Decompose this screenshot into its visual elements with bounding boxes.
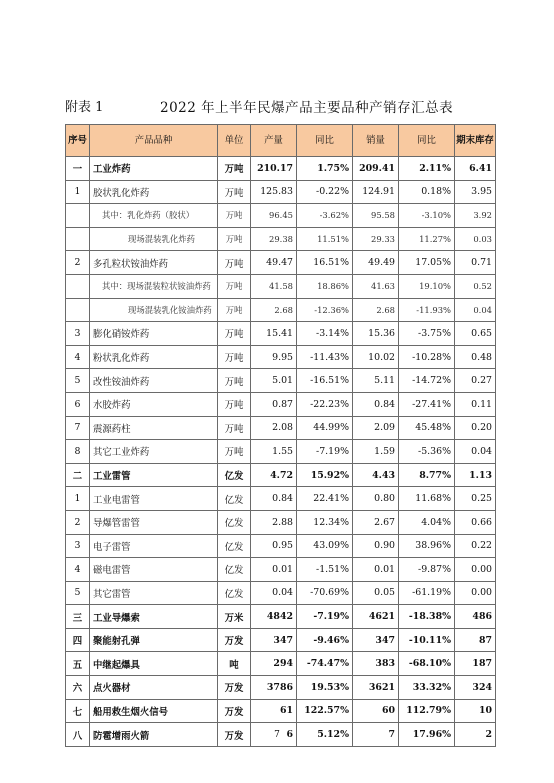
cell-yoy-output: -0.22%	[297, 180, 353, 204]
cell-stock: 3.92	[455, 204, 496, 228]
cell-stock: 0.03	[455, 227, 496, 251]
cell-yoy-sales: 11.68%	[399, 487, 455, 511]
header-output: 产量	[251, 125, 297, 157]
cell-yoy-output: 15.92%	[297, 463, 353, 487]
cell-output: 49.47	[251, 251, 297, 275]
header-yoy-output: 同比	[297, 125, 353, 157]
cell-stock: 0.65	[455, 322, 496, 346]
cell-yoy-sales: -3.10%	[399, 204, 455, 228]
cell-sales: 95.58	[353, 204, 399, 228]
cell-unit: 万吨	[218, 227, 251, 251]
cell-unit: 亿发	[218, 534, 251, 558]
cell-seq: 五	[66, 652, 90, 676]
cell-output: 15.41	[251, 322, 297, 346]
cell-yoy-sales: 17.05%	[399, 251, 455, 275]
cell-product: 聚能射孔弹	[90, 628, 218, 652]
cell-sales: 0.05	[353, 581, 399, 605]
cell-yoy-sales: 4.04%	[399, 510, 455, 534]
cell-sales: 0.01	[353, 558, 399, 582]
cell-unit: 万发	[218, 676, 251, 700]
cell-seq	[66, 204, 90, 228]
cell-product: 船用救生烟火信号	[90, 699, 218, 723]
cell-sales: 0.84	[353, 392, 399, 416]
cell-unit: 万吨	[218, 274, 251, 298]
table-row	[66, 628, 496, 652]
cell-unit: 万发	[218, 699, 251, 723]
cell-yoy-output: -1.51%	[297, 558, 353, 582]
cell-yoy-sales: 0.18%	[399, 180, 455, 204]
cell-output: 2.68	[251, 298, 297, 322]
cell-yoy-output: 16.51%	[297, 251, 353, 275]
cell-stock: 0.04	[455, 298, 496, 322]
cell-output: 96.45	[251, 204, 297, 228]
cell-unit: 万吨	[218, 157, 251, 181]
table-row	[66, 227, 496, 251]
cell-product: 现场混装乳化铵油炸药	[90, 298, 218, 322]
table-row	[66, 605, 496, 629]
cell-yoy-output: -16.51%	[297, 369, 353, 393]
cell-output: 0.87	[251, 392, 297, 416]
cell-product: 膨化硝铵炸药	[90, 322, 218, 346]
cell-yoy-output: 44.99%	[297, 416, 353, 440]
cell-unit: 万吨	[218, 345, 251, 369]
cell-output: 0.01	[251, 558, 297, 582]
table-row	[66, 652, 496, 676]
table-row	[66, 510, 496, 534]
header-row	[66, 125, 496, 157]
appendix-label: 附表 1	[65, 100, 104, 115]
cell-sales: 2.67	[353, 510, 399, 534]
cell-output: 347	[251, 628, 297, 652]
table-row	[66, 463, 496, 487]
cell-seq: 5	[66, 581, 90, 605]
cell-yoy-output: 5.12%	[297, 723, 353, 747]
cell-yoy-output: -9.46%	[297, 628, 353, 652]
table-row	[66, 157, 496, 181]
cell-yoy-sales: 33.32%	[399, 676, 455, 700]
cell-output: 2.88	[251, 510, 297, 534]
cell-product: 水胶炸药	[90, 392, 218, 416]
cell-sales: 7	[353, 723, 399, 747]
summary-table	[65, 124, 496, 747]
table-row	[66, 416, 496, 440]
cell-seq: 3	[66, 534, 90, 558]
cell-output: 125.83	[251, 180, 297, 204]
cell-output: 4842	[251, 605, 297, 629]
cell-sales: 209.41	[353, 157, 399, 181]
header-product: 产品品种	[90, 125, 218, 157]
cell-output: 3786	[251, 676, 297, 700]
cell-stock: 486	[455, 605, 496, 629]
cell-yoy-output: -11.43%	[297, 345, 353, 369]
cell-seq: 8	[66, 440, 90, 464]
cell-yoy-sales: 19.10%	[399, 274, 455, 298]
cell-stock: 3.95	[455, 180, 496, 204]
cell-seq: 八	[66, 723, 90, 747]
cell-stock: 2	[455, 723, 496, 747]
cell-yoy-output: 11.51%	[297, 227, 353, 251]
cell-yoy-sales: -10.11%	[399, 628, 455, 652]
cell-product: 多孔粒状铵油炸药	[90, 251, 218, 275]
cell-product: 磁电雷管	[90, 558, 218, 582]
cell-seq: 二	[66, 463, 90, 487]
cell-unit: 亿发	[218, 487, 251, 511]
table-row	[66, 558, 496, 582]
cell-yoy-sales: 8.77%	[399, 463, 455, 487]
cell-stock: 187	[455, 652, 496, 676]
cell-product: 其它雷管	[90, 581, 218, 605]
cell-yoy-sales: 45.48%	[399, 416, 455, 440]
cell-output: 61	[251, 699, 297, 723]
cell-yoy-sales: -18.38%	[399, 605, 455, 629]
cell-unit: 万吨	[218, 322, 251, 346]
cell-yoy-output: 1.75%	[297, 157, 353, 181]
cell-stock: 0.48	[455, 345, 496, 369]
cell-sales: 5.11	[353, 369, 399, 393]
cell-seq: 2	[66, 510, 90, 534]
table-row	[66, 369, 496, 393]
cell-yoy-sales: 17.96%	[399, 723, 455, 747]
cell-output: 41.58	[251, 274, 297, 298]
cell-seq: 六	[66, 676, 90, 700]
cell-sales: 49.49	[353, 251, 399, 275]
table-row	[66, 298, 496, 322]
table-row	[66, 274, 496, 298]
cell-sales: 41.63	[353, 274, 399, 298]
cell-stock: 6.41	[455, 157, 496, 181]
cell-product: 胶状乳化炸药	[90, 180, 218, 204]
cell-yoy-sales: -27.41%	[399, 392, 455, 416]
cell-seq: 4	[66, 558, 90, 582]
cell-output: 4.72	[251, 463, 297, 487]
cell-yoy-output: 22.41%	[297, 487, 353, 511]
cell-stock: 0.27	[455, 369, 496, 393]
cell-yoy-sales: -5.36%	[399, 440, 455, 464]
cell-sales: 29.33	[353, 227, 399, 251]
cell-product: 中继起爆具	[90, 652, 218, 676]
cell-yoy-output: 12.34%	[297, 510, 353, 534]
header-sales: 销量	[353, 125, 399, 157]
cell-sales: 1.59	[353, 440, 399, 464]
cell-yoy-sales: 2.11%	[399, 157, 455, 181]
table-row	[66, 534, 496, 558]
cell-unit: 亿发	[218, 463, 251, 487]
cell-unit: 万吨	[218, 251, 251, 275]
cell-sales: 4.43	[353, 463, 399, 487]
cell-product: 其它工业炸药	[90, 440, 218, 464]
cell-sales: 4621	[353, 605, 399, 629]
cell-stock: 87	[455, 628, 496, 652]
cell-sales: 3621	[353, 676, 399, 700]
cell-product: 点火器材	[90, 676, 218, 700]
cell-yoy-sales: -9.87%	[399, 558, 455, 582]
cell-seq: 七	[66, 699, 90, 723]
cell-seq: 2	[66, 251, 90, 275]
table-row	[66, 581, 496, 605]
cell-yoy-sales: 11.27%	[399, 227, 455, 251]
table-row	[66, 676, 496, 700]
cell-seq: 6	[66, 392, 90, 416]
cell-yoy-sales: -68.10%	[399, 652, 455, 676]
cell-yoy-sales: -14.72%	[399, 369, 455, 393]
cell-seq: 1	[66, 180, 90, 204]
cell-sales: 60	[353, 699, 399, 723]
cell-output: 294	[251, 652, 297, 676]
cell-sales: 383	[353, 652, 399, 676]
cell-output: 0.95	[251, 534, 297, 558]
cell-unit: 万吨	[218, 392, 251, 416]
cell-yoy-output: -12.36%	[297, 298, 353, 322]
cell-product: 粉状乳化炸药	[90, 345, 218, 369]
cell-seq: 4	[66, 345, 90, 369]
table-row	[66, 204, 496, 228]
header-yoy-sales: 同比	[399, 125, 455, 157]
cell-sales: 0.80	[353, 487, 399, 511]
cell-product: 其中：乳化炸药（胶状）	[90, 204, 218, 228]
cell-stock: 0.04	[455, 440, 496, 464]
cell-seq	[66, 274, 90, 298]
cell-product: 工业导爆索	[90, 605, 218, 629]
cell-sales: 15.36	[353, 322, 399, 346]
cell-yoy-output: 18.86%	[297, 274, 353, 298]
cell-unit: 亿发	[218, 510, 251, 534]
cell-output: 1.55	[251, 440, 297, 464]
cell-stock: 0.71	[455, 251, 496, 275]
cell-output: 210.17	[251, 157, 297, 181]
cell-unit: 万吨	[218, 416, 251, 440]
cell-yoy-sales: -10.28%	[399, 345, 455, 369]
cell-product: 导爆管雷管	[90, 510, 218, 534]
cell-output: 5.01	[251, 369, 297, 393]
cell-yoy-sales: -3.75%	[399, 322, 455, 346]
cell-seq: 四	[66, 628, 90, 652]
cell-yoy-sales: -61.19%	[399, 581, 455, 605]
cell-sales: 347	[353, 628, 399, 652]
cell-yoy-output: 43.09%	[297, 534, 353, 558]
page-number: 7	[274, 730, 280, 740]
cell-yoy-output: 19.53%	[297, 676, 353, 700]
cell-unit: 万米	[218, 605, 251, 629]
cell-stock: 0.52	[455, 274, 496, 298]
table-row	[66, 180, 496, 204]
cell-unit: 亿发	[218, 558, 251, 582]
cell-seq: 1	[66, 487, 90, 511]
cell-unit: 吨	[218, 652, 251, 676]
table-row	[66, 392, 496, 416]
cell-yoy-output: 122.57%	[297, 699, 353, 723]
cell-seq: 5	[66, 369, 90, 393]
cell-seq: 一	[66, 157, 90, 181]
cell-unit: 万发	[218, 628, 251, 652]
cell-sales: 2.68	[353, 298, 399, 322]
table-row	[66, 487, 496, 511]
cell-yoy-output: -3.62%	[297, 204, 353, 228]
cell-yoy-sales: 38.96%	[399, 534, 455, 558]
header-stock: 期末库存	[455, 125, 496, 157]
cell-sales: 0.90	[353, 534, 399, 558]
cell-sales: 2.09	[353, 416, 399, 440]
cell-unit: 万发	[218, 723, 251, 747]
cell-sales: 10.02	[353, 345, 399, 369]
cell-yoy-output: -7.19%	[297, 440, 353, 464]
cell-sales: 124.91	[353, 180, 399, 204]
table-row	[66, 251, 496, 275]
cell-product: 改性铵油炸药	[90, 369, 218, 393]
cell-stock: 0.00	[455, 558, 496, 582]
cell-output: 29.38	[251, 227, 297, 251]
cell-stock: 0.00	[455, 581, 496, 605]
header-unit: 单位	[218, 125, 251, 157]
cell-yoy-output: -3.14%	[297, 322, 353, 346]
cell-product: 工业炸药	[90, 157, 218, 181]
cell-stock: 0.25	[455, 487, 496, 511]
cell-seq: 7	[66, 416, 90, 440]
header-seq: 序号	[66, 125, 90, 157]
cell-product: 防雹增雨火箭	[90, 723, 218, 747]
cell-seq	[66, 227, 90, 251]
table-row	[66, 440, 496, 464]
table-row	[66, 699, 496, 723]
cell-unit: 万吨	[218, 298, 251, 322]
cell-stock: 1.13	[455, 463, 496, 487]
cell-seq: 三	[66, 605, 90, 629]
cell-unit: 万吨	[218, 180, 251, 204]
cell-seq: 3	[66, 322, 90, 346]
table-body	[66, 157, 496, 747]
cell-product: 现场混装乳化炸药	[90, 227, 218, 251]
cell-yoy-output: -70.69%	[297, 581, 353, 605]
cell-output: 6	[251, 723, 297, 747]
cell-yoy-output: -22.23%	[297, 392, 353, 416]
cell-product: 震源药柱	[90, 416, 218, 440]
cell-yoy-sales: 112.79%	[399, 699, 455, 723]
cell-stock: 0.66	[455, 510, 496, 534]
cell-yoy-output: -74.47%	[297, 652, 353, 676]
cell-product: 工业电雷管	[90, 487, 218, 511]
cell-stock: 10	[455, 699, 496, 723]
cell-product: 其中：现场混装粒状铵油炸药	[90, 274, 218, 298]
cell-output: 2.08	[251, 416, 297, 440]
cell-unit: 万吨	[218, 204, 251, 228]
cell-yoy-output: -7.19%	[297, 605, 353, 629]
table-title: 2022 年上半年民爆产品主要品种产销存汇总表	[160, 100, 454, 116]
cell-seq	[66, 298, 90, 322]
table-row	[66, 322, 496, 346]
cell-output: 0.84	[251, 487, 297, 511]
cell-unit: 亿发	[218, 581, 251, 605]
cell-product: 工业雷管	[90, 463, 218, 487]
cell-unit: 万吨	[218, 440, 251, 464]
cell-stock: 0.20	[455, 416, 496, 440]
cell-unit: 万吨	[218, 369, 251, 393]
cell-stock: 0.11	[455, 392, 496, 416]
cell-output: 9.95	[251, 345, 297, 369]
cell-yoy-sales: -11.93%	[399, 298, 455, 322]
cell-stock: 0.22	[455, 534, 496, 558]
cell-output: 0.04	[251, 581, 297, 605]
cell-product: 电子雷管	[90, 534, 218, 558]
table-row	[66, 345, 496, 369]
cell-stock: 324	[455, 676, 496, 700]
table-caption	[65, 96, 495, 116]
